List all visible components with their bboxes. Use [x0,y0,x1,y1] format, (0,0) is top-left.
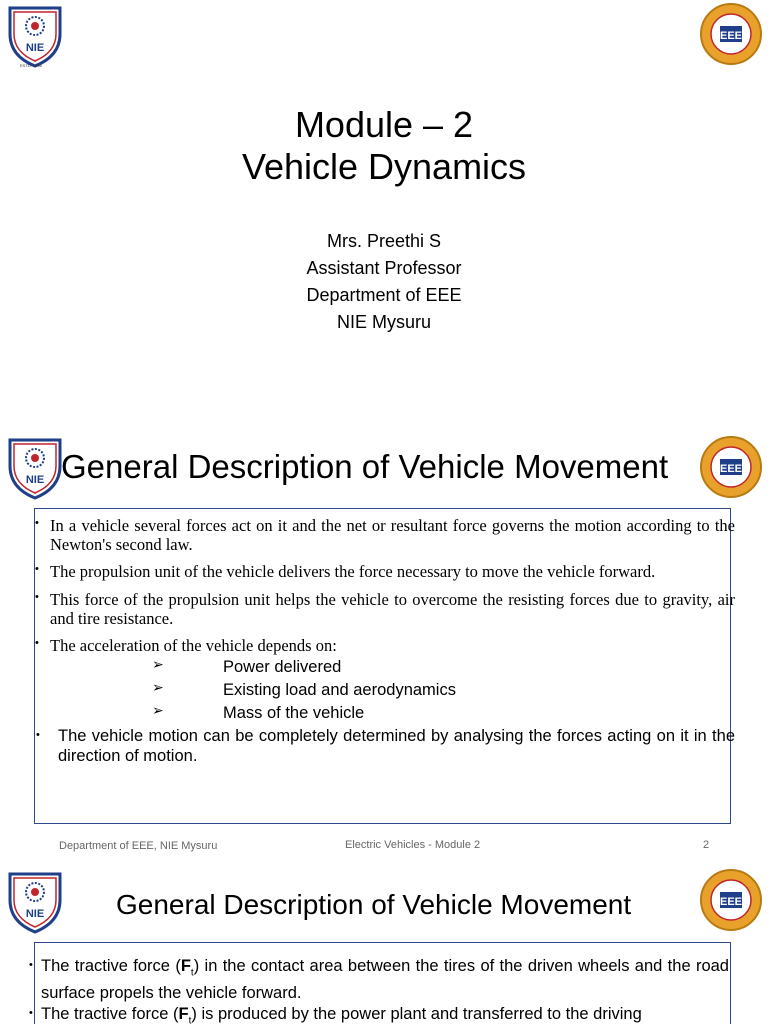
sub-item: Power delivered [223,658,342,676]
eee-logo-text: EEE [719,463,743,475]
text-run: The tractive force ( [41,957,181,975]
bullet-text: The acceleration of the vehicle depends on: [50,636,337,655]
author-designation: Assistant Professor [306,258,462,278]
nie-logo-text: NIE [25,42,45,54]
title-line-2: Vehicle Dynamics [241,146,527,187]
content-slide-2 [0,430,768,860]
arrow-bullet-icon: ➢ [152,679,164,695]
text-run: The tractive force ( [41,1005,179,1023]
slide-heading: General Description of Vehicle Movement [61,448,669,485]
shield-icon [6,870,64,936]
nie-logo [6,4,64,70]
bullet-text: This force of the propulsion unit helps the vehicle to overcome the resisting forces due to gravity, air and tire resistance. [50,590,735,628]
bullet-text: The vehicle motion can be completely determined by analysing the forces acting on it in the direction of motion. [58,727,735,765]
author-institution: NIE Mysuru [336,312,432,332]
nie-logo-text: NIE [25,908,45,920]
bullet-marker: • [29,959,33,971]
author-department: Department of EEE [306,285,462,305]
content-slide-3 [0,860,768,1024]
bullet-marker: • [35,637,39,649]
bullet-text [41,1004,729,1024]
bullet-marker: • [29,1007,33,1019]
bullet-text [41,956,729,1003]
eee-logo [699,868,763,932]
text-run: ) in the contact area between the tires of the driven wheels and the road surface propels the vehicle forward. [41,957,729,1003]
footer-title: Electric Vehicles - Module 2 [345,839,481,851]
footer-department: Department of EEE, NIE Mysuru [59,840,218,852]
eee-logo-text: EEE [719,30,743,42]
eee-logo [699,435,763,499]
author-block [0,228,768,336]
shield-icon [6,4,64,70]
bullet-text: The propulsion unit of the vehicle delivers the force necessary to move the vehicle forward. [50,562,656,581]
force-symbol: F [180,957,191,975]
eee-logo [699,2,763,66]
page-number: 2 [703,839,710,851]
slide-heading: General Description of Vehicle Movement [116,889,632,920]
bullet-marker: • [35,517,39,529]
nie-logo-text: NIE [25,474,45,486]
force-symbol: F [178,1005,189,1023]
force-subscript: t [188,1015,192,1024]
eee-badge-icon [699,2,763,66]
bullet-marker: • [35,563,39,575]
text-run: ) is produced by the power plant and transferred to the driving [191,1005,642,1023]
force-subscript: t [190,967,194,979]
content-box [34,508,731,824]
nie-logo [6,870,64,936]
shield-icon [6,436,64,502]
sub-item: Existing load and aerodynamics [223,681,456,699]
title-line-1: Module – 2 [294,104,474,145]
logo-caption: ESTD: 1946 [20,63,42,68]
module-title [0,104,768,188]
eee-badge-icon [699,868,763,932]
bullet-text: In a vehicle several forces act on it and the net or resultant force governs the motion according to the Newton's second law. [50,516,735,554]
eee-badge-icon [699,435,763,499]
author-name: Mrs. Preethi S [326,231,442,251]
arrow-bullet-icon: ➢ [152,656,164,672]
sub-item: Mass of the vehicle [223,704,365,722]
title-slide [0,0,768,420]
bullet-marker: • [35,591,39,603]
bullet-marker: • [36,729,40,741]
eee-logo-text: EEE [719,896,743,908]
arrow-bullet-icon: ➢ [152,702,164,718]
nie-logo [6,436,64,502]
